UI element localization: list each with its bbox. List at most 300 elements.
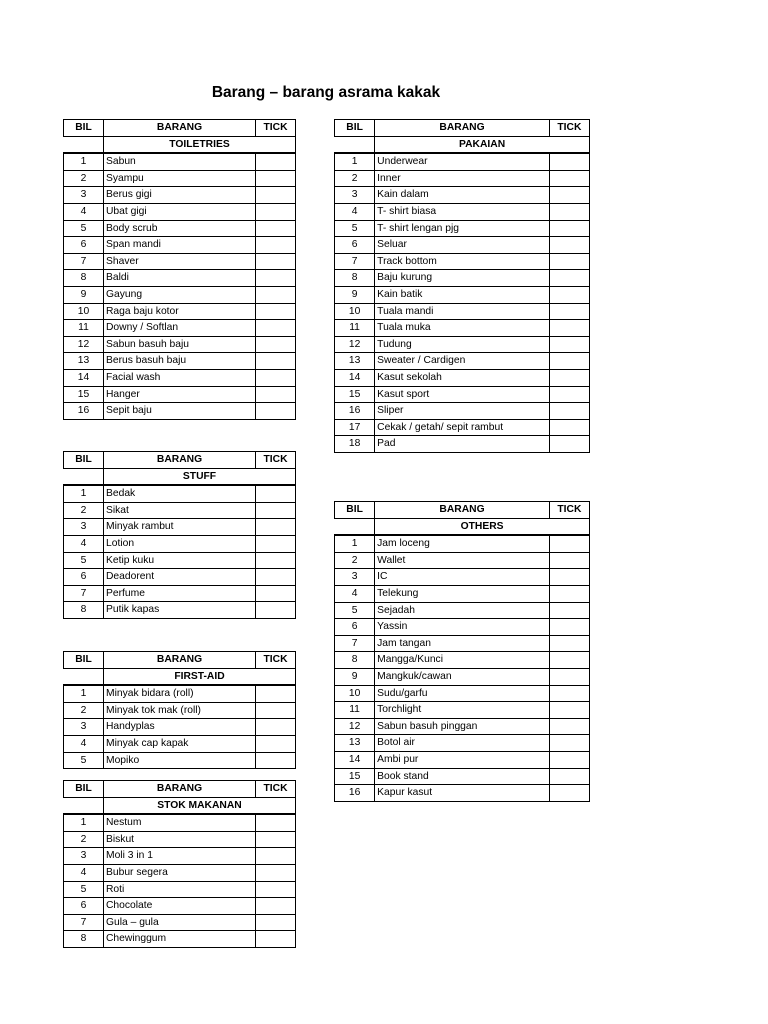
table-row [335,785,590,802]
table-row [64,831,296,848]
tick-box[interactable] [549,585,589,602]
row-number: 4 [335,585,375,602]
table-row [335,286,590,303]
row-number: 2 [64,702,104,719]
row-number: 6 [64,237,104,254]
tick-box[interactable] [549,187,589,204]
table-row [64,914,296,931]
table-row [64,814,296,831]
row-item: Bubur segera [104,864,256,881]
category-row [64,468,296,485]
row-number: 14 [64,369,104,386]
row-item: Hanger [104,386,256,403]
row-number: 3 [64,519,104,536]
tick-box[interactable] [256,336,296,353]
row-number: 1 [64,814,104,831]
row-number: 3 [64,187,104,204]
row-number: 8 [64,270,104,287]
tick-box[interactable] [549,602,589,619]
row-item: Mopiko [104,752,256,769]
row-item: Minyak cap kapak [104,735,256,752]
table-row [64,220,296,237]
row-item: Minyak tok mak (roll) [104,702,256,719]
category-label: STUFF [104,468,296,485]
header-row [64,120,296,137]
row-number: 15 [64,386,104,403]
table-row [64,931,296,948]
table-row [335,253,590,270]
row-item: T- shirt lengan pjg [375,220,550,237]
header-barang: BARANG [104,120,256,137]
header-bil: BIL [64,781,104,798]
header-tick: TICK [549,120,589,137]
row-item: Sejadah [375,602,550,619]
tick-box[interactable] [549,652,589,669]
table-row [64,170,296,187]
tick-box[interactable] [256,170,296,187]
row-number: 18 [335,436,375,453]
table-row [335,320,590,337]
tick-box[interactable] [256,602,296,619]
row-number: 7 [64,914,104,931]
row-item: Bedak [104,485,256,502]
header-tick: TICK [256,120,296,137]
row-item: Underwear [375,153,550,170]
table-row [64,569,296,586]
row-item: Nestum [104,814,256,831]
row-number: 11 [64,320,104,337]
tick-box[interactable] [549,668,589,685]
row-item: Torchlight [375,702,550,719]
row-item: Span mandi [104,237,256,254]
row-item: Deadorent [104,569,256,586]
category-row [335,136,590,153]
table-first-aid [63,651,296,769]
row-number: 3 [335,187,375,204]
tick-box[interactable] [256,403,296,420]
header-barang: BARANG [104,452,256,469]
table-row [64,203,296,220]
tick-box[interactable] [256,320,296,337]
table-row [64,898,296,915]
row-number: 10 [335,685,375,702]
row-item: Mangkuk/cawan [375,668,550,685]
tick-box[interactable] [256,485,296,502]
row-item: Roti [104,881,256,898]
row-item: Ubat gigi [104,203,256,220]
tick-box[interactable] [256,286,296,303]
category-bil-blank [64,468,104,485]
row-item: Kain batik [375,286,550,303]
tick-box[interactable] [256,914,296,931]
row-number: 1 [64,485,104,502]
header-barang: BARANG [375,502,550,519]
row-item: Minyak rambut [104,519,256,536]
row-number: 10 [335,303,375,320]
table-row [335,569,590,586]
tick-box[interactable] [549,635,589,652]
row-number: 1 [335,535,375,552]
row-item: Sabun basuh pinggan [375,718,550,735]
tick-box[interactable] [549,702,589,719]
tick-box[interactable] [549,685,589,702]
table-row [335,403,590,420]
row-item: Wallet [375,552,550,569]
row-number: 6 [335,237,375,254]
row-number: 5 [64,752,104,769]
tick-box[interactable] [256,519,296,536]
header-bil: BIL [64,452,104,469]
tick-box[interactable] [256,535,296,552]
row-number: 7 [335,253,375,270]
header-bil: BIL [335,502,375,519]
tick-box[interactable] [256,702,296,719]
table-row [335,652,590,669]
table-row [64,881,296,898]
row-number: 7 [64,585,104,602]
tick-box[interactable] [256,752,296,769]
tick-box[interactable] [256,237,296,254]
row-number: 4 [64,535,104,552]
row-number: 11 [335,702,375,719]
tick-box[interactable] [549,718,589,735]
row-item: Raga baju kotor [104,303,256,320]
row-item: Chewinggum [104,931,256,948]
tick-box[interactable] [256,898,296,915]
row-item: Minyak bidara (roll) [104,685,256,702]
tick-box[interactable] [256,585,296,602]
table-row [64,336,296,353]
table-row [64,685,296,702]
row-item: Sabun [104,153,256,170]
table-row [335,153,590,170]
table-row [64,403,296,420]
row-item: Gayung [104,286,256,303]
row-number: 2 [64,170,104,187]
table-row [335,619,590,636]
table-row [64,719,296,736]
row-number: 16 [64,403,104,420]
table-row [335,702,590,719]
category-row [335,518,590,535]
row-item: Facial wash [104,369,256,386]
tick-box[interactable] [256,353,296,370]
table-row [64,864,296,881]
table-row [64,552,296,569]
row-number: 4 [64,864,104,881]
row-item: Sweater / Cardigen [375,353,550,370]
row-number: 8 [64,931,104,948]
row-number: 5 [335,602,375,619]
row-item: Syampu [104,170,256,187]
row-item: Handyplas [104,719,256,736]
category-label: PAKAIAN [375,136,590,153]
tick-box[interactable] [549,785,589,802]
tick-box[interactable] [549,419,589,436]
row-item: Mangga/Kunci [375,652,550,669]
tick-box[interactable] [549,369,589,386]
row-number: 2 [335,170,375,187]
row-number: 9 [335,286,375,303]
table-row [64,502,296,519]
tick-box[interactable] [549,320,589,337]
row-item: Sliper [375,403,550,420]
tick-box[interactable] [549,751,589,768]
table-row [335,369,590,386]
tick-box[interactable] [549,552,589,569]
row-item: Ambi pur [375,751,550,768]
header-row [64,652,296,669]
row-number: 4 [335,203,375,220]
table-row [64,270,296,287]
row-item: Kapur kasut [375,785,550,802]
tick-box[interactable] [549,619,589,636]
tick-box[interactable] [549,386,589,403]
tick-box[interactable] [256,831,296,848]
tick-box[interactable] [549,535,589,552]
row-number: 4 [64,735,104,752]
tick-box[interactable] [256,552,296,569]
table-row [64,237,296,254]
header-row [335,120,590,137]
row-number: 2 [335,552,375,569]
header-barang: BARANG [104,781,256,798]
row-number: 15 [335,768,375,785]
tick-box[interactable] [549,220,589,237]
row-number: 13 [335,735,375,752]
header-row [335,502,590,519]
row-item: IC [375,569,550,586]
tick-box[interactable] [256,303,296,320]
table-row [335,535,590,552]
row-number: 17 [335,419,375,436]
row-number: 3 [64,719,104,736]
tick-box[interactable] [549,270,589,287]
row-number: 6 [64,898,104,915]
row-number: 5 [335,220,375,237]
tick-box[interactable] [549,403,589,420]
row-item: Botol air [375,735,550,752]
category-row [64,136,296,153]
row-number: 13 [64,353,104,370]
table-row [335,303,590,320]
row-number: 1 [64,153,104,170]
category-label: STOK MAKANAN [104,797,296,814]
table-row [64,535,296,552]
category-bil-blank [335,136,375,153]
table-row [335,419,590,436]
category-label: OTHERS [375,518,590,535]
tick-box[interactable] [549,237,589,254]
table-row [64,702,296,719]
row-number: 16 [335,785,375,802]
row-number: 11 [335,320,375,337]
row-number: 7 [335,635,375,652]
row-item: Cekak / getah/ sepit rambut [375,419,550,436]
table-row [335,552,590,569]
row-item: Baju kurung [375,270,550,287]
header-bil: BIL [64,652,104,669]
table-row [335,203,590,220]
row-number: 8 [335,652,375,669]
row-item: Jam loceng [375,535,550,552]
header-bil: BIL [64,120,104,137]
table-row [64,286,296,303]
row-item: Book stand [375,768,550,785]
table-stok-makanan [63,780,296,948]
table-row [64,369,296,386]
category-bil-blank [335,518,375,535]
table-row [64,735,296,752]
table-row [64,187,296,204]
tick-box[interactable] [256,386,296,403]
row-item: Sabun basuh baju [104,336,256,353]
header-barang: BARANG [104,652,256,669]
table-row [64,353,296,370]
row-item: Kain dalam [375,187,550,204]
tick-box[interactable] [256,253,296,270]
row-item: Berus gigi [104,187,256,204]
row-item: Downy / Softlan [104,320,256,337]
header-tick: TICK [549,502,589,519]
row-number: 2 [64,502,104,519]
row-number: 4 [64,203,104,220]
tick-box[interactable] [549,286,589,303]
table-pakaian [334,119,590,453]
tick-box[interactable] [256,881,296,898]
tick-box[interactable] [256,203,296,220]
table-row [335,735,590,752]
row-number: 9 [335,668,375,685]
tick-box[interactable] [549,336,589,353]
row-number: 3 [64,848,104,865]
table-row [335,270,590,287]
tick-box[interactable] [256,569,296,586]
row-item: Jam tangan [375,635,550,652]
row-item: Shaver [104,253,256,270]
tick-box[interactable] [256,153,296,170]
row-item: Gula – gula [104,914,256,931]
row-number: 7 [64,253,104,270]
row-item: Seluar [375,237,550,254]
header-barang: BARANG [375,120,550,137]
table-row [335,718,590,735]
tick-box[interactable] [549,436,589,453]
tick-box[interactable] [256,369,296,386]
row-number: 9 [64,286,104,303]
table-row [64,602,296,619]
tick-box[interactable] [549,353,589,370]
header-tick: TICK [256,652,296,669]
table-row [64,519,296,536]
header-bil: BIL [335,120,375,137]
document-title: Barang – barang asrama kakak [211,84,441,101]
table-row [335,237,590,254]
row-number: 5 [64,220,104,237]
tick-box[interactable] [549,303,589,320]
tick-box[interactable] [256,187,296,204]
tick-box[interactable] [256,502,296,519]
row-item: Tuala muka [375,320,550,337]
tick-box[interactable] [256,814,296,831]
tick-box[interactable] [256,848,296,865]
table-row [64,485,296,502]
header-tick: TICK [256,781,296,798]
row-item: T- shirt biasa [375,203,550,220]
table-row [335,170,590,187]
tick-box[interactable] [549,569,589,586]
table-row [64,848,296,865]
tick-box[interactable] [256,735,296,752]
category-bil-blank [64,797,104,814]
table-row [64,386,296,403]
tick-box[interactable] [549,153,589,170]
row-item: Perfume [104,585,256,602]
row-item: Sepit baju [104,403,256,420]
row-item: Track bottom [375,253,550,270]
table-row [335,751,590,768]
row-item: Tudung [375,336,550,353]
header-row [64,452,296,469]
table-row [64,585,296,602]
row-number: 10 [64,303,104,320]
category-row [64,668,296,685]
table-row [64,752,296,769]
row-item: Ketip kuku [104,552,256,569]
tick-box[interactable] [549,253,589,270]
tick-box[interactable] [256,719,296,736]
header-row [64,781,296,798]
table-row [64,253,296,270]
category-row [64,797,296,814]
category-label: TOILETRIES [104,136,296,153]
row-item: Kasut sekolah [375,369,550,386]
row-number: 8 [64,602,104,619]
tick-box[interactable] [256,220,296,237]
table-row [335,635,590,652]
row-item: Body scrub [104,220,256,237]
row-item: Berus basuh baju [104,353,256,370]
category-label: FIRST-AID [104,668,296,685]
row-number: 8 [335,270,375,287]
tick-box[interactable] [256,270,296,287]
tick-box[interactable] [549,768,589,785]
table-stuff [63,451,296,619]
row-item: Sikat [104,502,256,519]
table-row [335,353,590,370]
row-number: 1 [335,153,375,170]
table-row [335,220,590,237]
row-number: 16 [335,403,375,420]
row-item: Lotion [104,535,256,552]
tick-box[interactable] [549,170,589,187]
table-row [335,436,590,453]
tick-box[interactable] [549,203,589,220]
row-item: Telekung [375,585,550,602]
row-number: 13 [335,353,375,370]
tick-box[interactable] [256,685,296,702]
tick-box[interactable] [256,864,296,881]
row-number: 15 [335,386,375,403]
table-row [335,187,590,204]
row-item: Inner [375,170,550,187]
row-number: 6 [64,569,104,586]
tick-box[interactable] [256,931,296,948]
row-number: 6 [335,619,375,636]
row-number: 3 [335,569,375,586]
table-row [335,602,590,619]
tick-box[interactable] [549,735,589,752]
